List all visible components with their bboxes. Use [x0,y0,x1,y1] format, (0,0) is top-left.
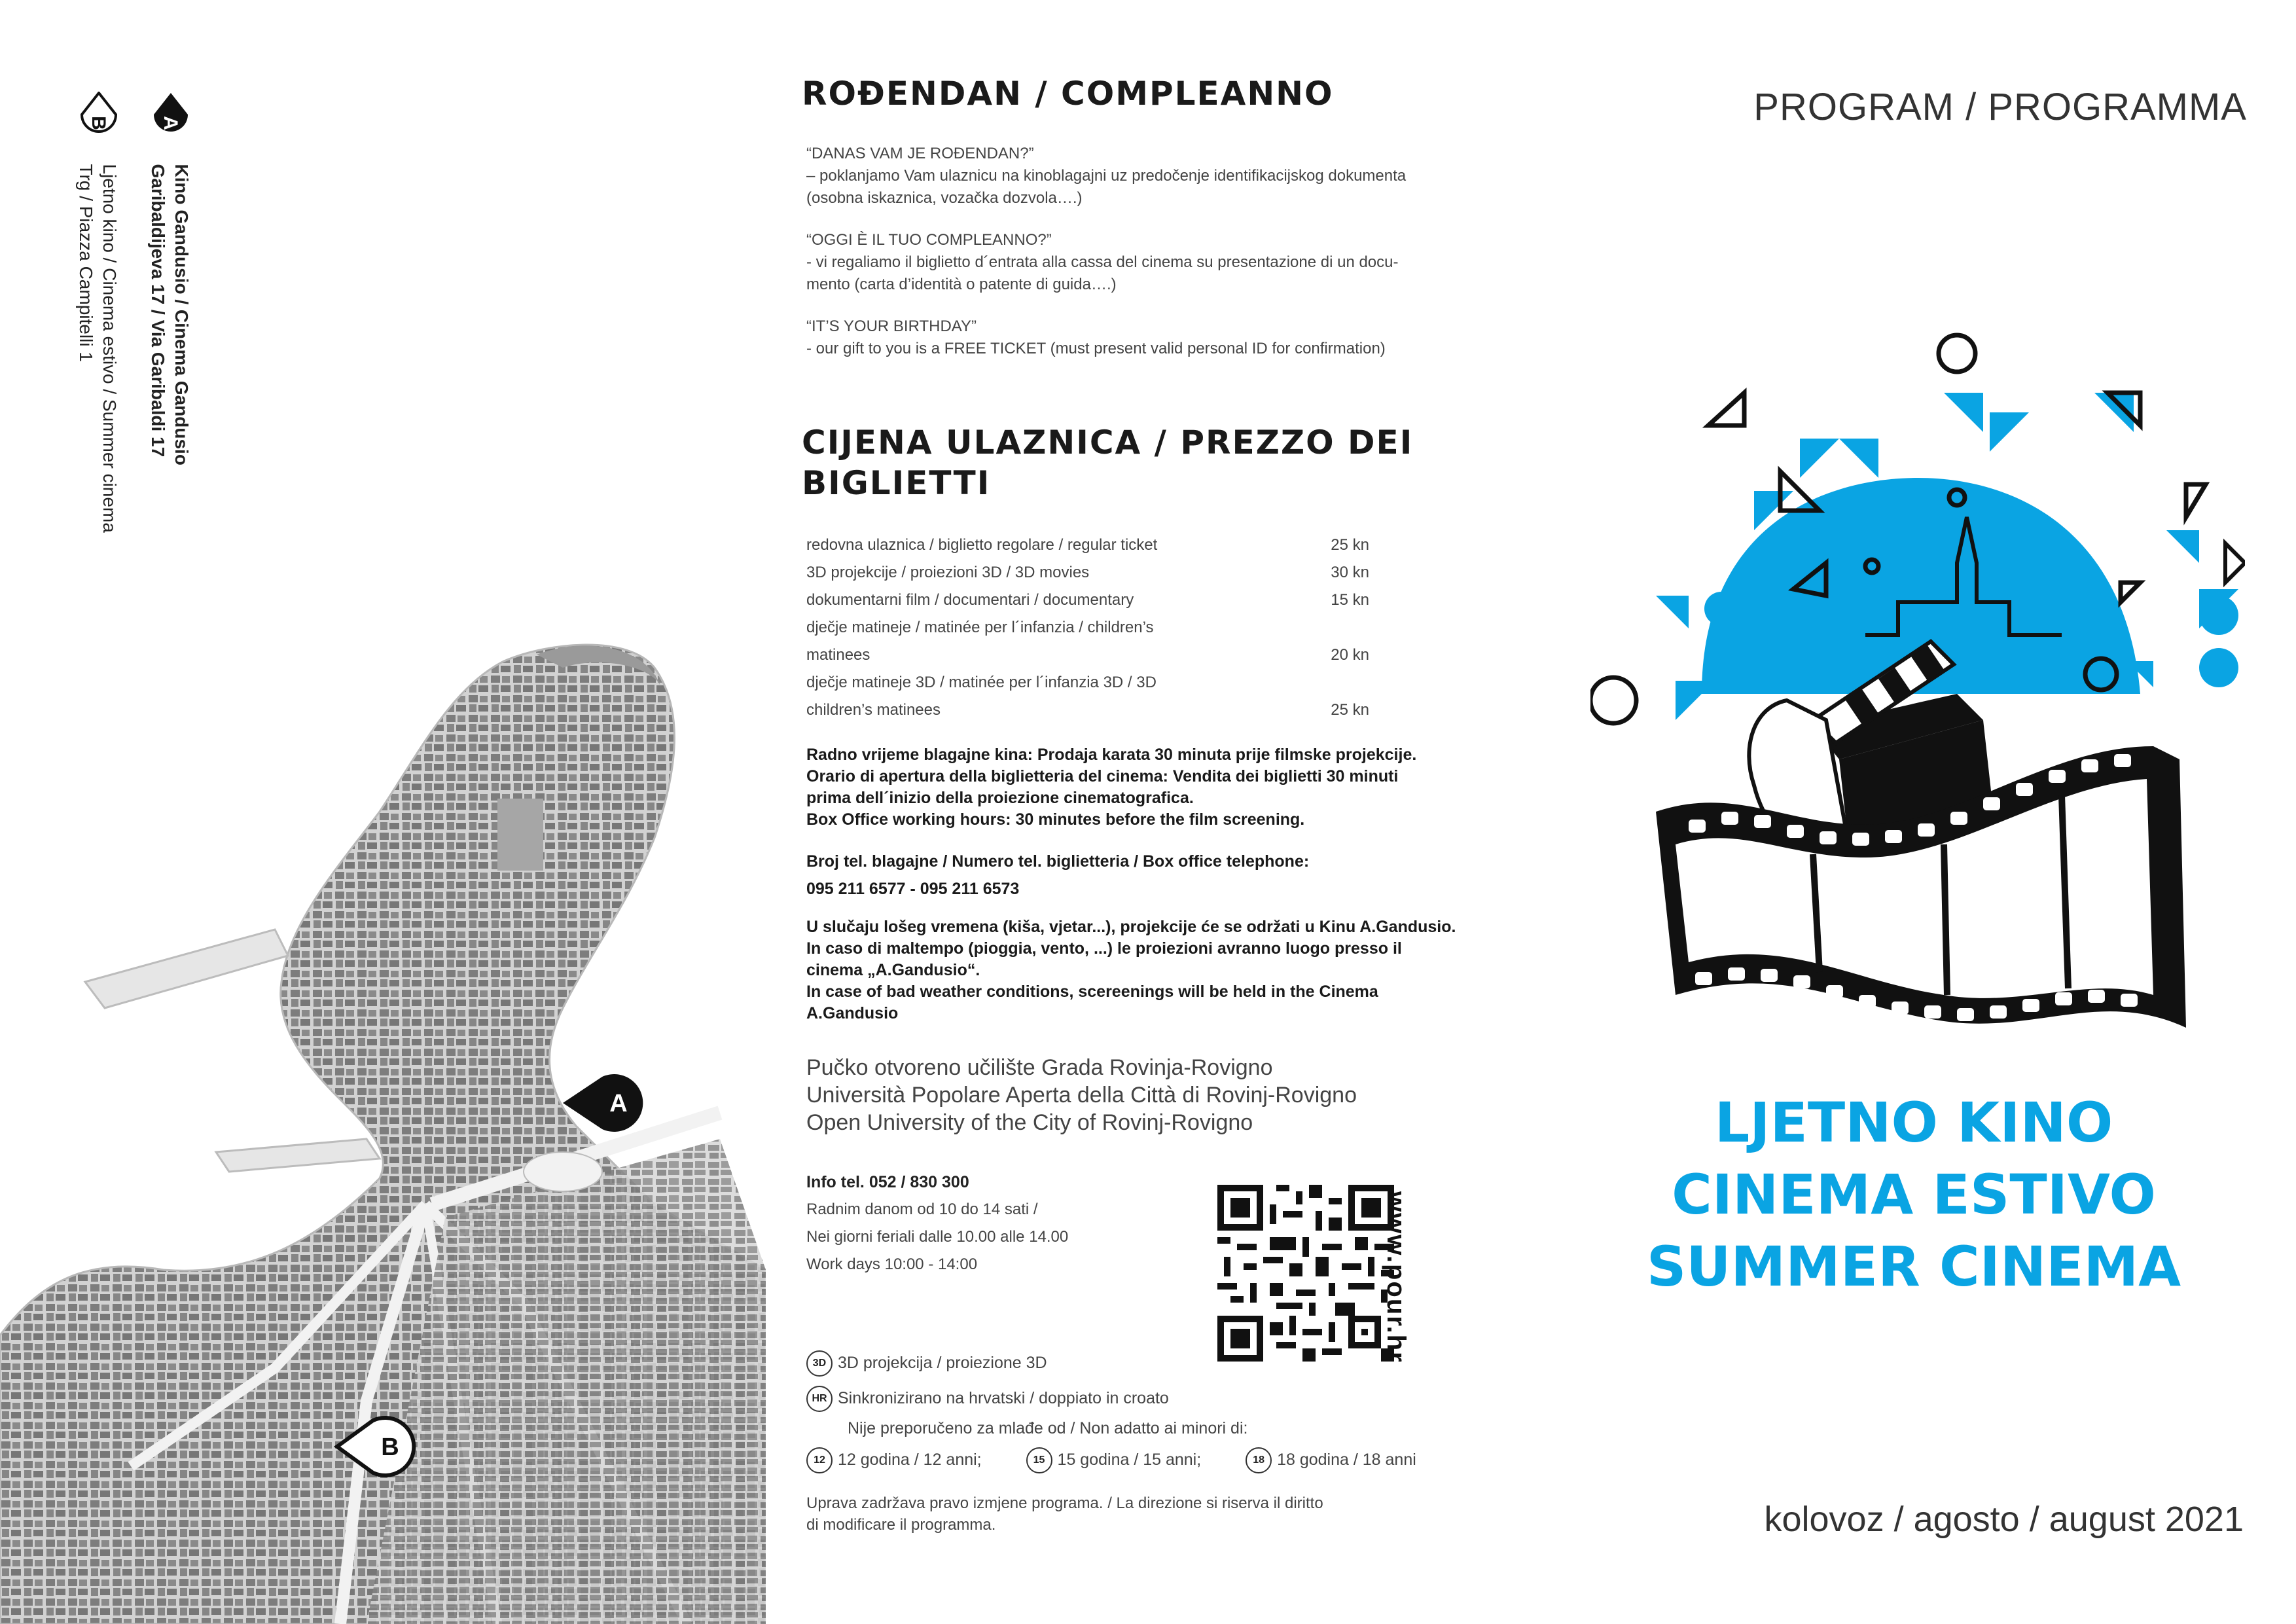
info-block [806,1168,1173,1278]
price-row [806,532,1369,559]
price-desc: dječje matineje 3D / matinée per l´infanzia 3D / 3D children’s matinees [806,674,1157,719]
location-b [74,92,121,533]
price-row [806,614,1369,669]
age-15-badge-icon: 15 [1026,1447,1052,1473]
prices-heading [802,422,1413,503]
town-map [0,615,766,1624]
3d-badge-icon: 3D [806,1350,833,1377]
birthday-it-question: “OGGI È IL TUO COMPLEANNO?” [806,231,1052,249]
price-amount: 15 kn [1331,591,1369,609]
birthday-hr-question: “DANAS VAM JE ROĐENDAN?” [806,145,1034,162]
program-change-notice: Uprava zadržava pravo izmjene programa. / La direzione si riserva il diritto di modificare il programma. [806,1494,1323,1534]
birthday-it-line1: - vi regaliamo il biglietto d´entrata alla cassa del cinema su presentazione di un docu- [806,253,1399,271]
info-hours-hr: Radnim danom od 10 do 14 sati / [806,1200,1038,1218]
map-pin-a-letter: A [609,1090,628,1117]
location-b-name: Ljetno kino / Cinema estivo / Summer cinema [99,164,120,533]
legend-3d [806,1348,1047,1377]
info-phone: Info tel. 052 / 830 300 [806,1173,969,1191]
title-italian: CINEMA ESTIVO [1672,1163,2156,1227]
price-desc: dječje matineje / matinée per l´infanzia / children’s matinees [806,619,1154,664]
box-office-phone-number: 095 211 6577 - 095 211 6573 [806,880,1020,898]
legend-hr-text: Sinkronizirano na hrvatski / doppiato in croato [838,1389,1169,1407]
location-a-pin-letter: A [160,116,182,130]
legend-age-15: 15 godina / 15 anni; [1057,1451,1202,1469]
price-amount: 20 kn [1331,646,1369,664]
middle-panel [766,0,1532,1624]
location-b-address: Trg / Piazza Campitelli 1 [76,164,96,362]
location-a [146,92,193,465]
price-desc: 3D projekcije / proiezioni 3D / 3D movies [806,564,1090,581]
location-a-address: Garibaldijeva 17 / Via Garibaldi 17 [148,164,168,458]
legend-age-title: Nije preporučeno za mlađe od / Non adatto ai minori di: [848,1419,1248,1437]
price-table [806,532,1369,724]
location-b-pin-icon [77,92,119,144]
price-desc: redovna ulaznica / biglietto regolare / regular ticket [806,536,1158,554]
program-date: kolovoz / agosto / august 2021 [1764,1500,2244,1539]
location-b-pin-letter: B [88,116,110,130]
location-a-pin-icon [149,92,191,144]
birthday-en-line1: - our gift to you is a FREE TICKET (must present valid personal ID for confirmation) [806,340,1386,357]
cover-panel [1532,0,2296,1624]
box-office-phone-label: Broj tel. blagajne / Numero tel. biglietteria / Box office telephone: [806,852,1310,871]
info-hours-it: Nei giorni feriali dalle 10.00 alle 14.00 [806,1228,1069,1246]
title-croatian: LJETNO KINO [1714,1091,2113,1155]
location-a-name: Kino Gandusio / Cinema Gandusio [171,164,192,465]
birthday-hr-line1: – poklanjamo Vam ulaznicu na kinoblagajni uz predočenje identifikacijskog dokumenta [806,167,1407,185]
qr-code[interactable] [1217,1185,1394,1362]
price-amount: 30 kn [1331,564,1369,581]
prices-heading-line1: CIJENA ULAZNICA / PREZZO DEI [802,424,1414,461]
birthday-hr-line2: (osobna iskaznica, vozačka dozvola….) [806,189,1083,207]
birthday-en-question: “IT’S YOUR BIRTHDAY” [806,317,977,335]
legend-age-12: 12 godina / 12 anni; [838,1451,982,1469]
legend-hr [806,1384,1169,1413]
price-row [806,559,1369,586]
price-amount: 25 kn [1331,536,1369,554]
box-office-phone [806,848,1494,903]
box-office-hours: Radno vrijeme blagajne kina: Prodaja karata 30 minuta prije filmske projekcije. Orario di apertura della biglietteria del cinema: Vendita dei biglietti 30 minuti prima dell´inizio della proiezione cinematografica. Box Office working hours: 30 minutes before the film screening. [806,746,1417,829]
summer-cinema-logo [1590,327,2245,1067]
price-amount: 25 kn [1331,701,1369,719]
info-hours-en: Work days 10:00 - 14:00 [806,1255,978,1273]
age-18-badge-icon: 18 [1246,1447,1272,1473]
price-row [806,669,1369,724]
legend-age [806,1445,1416,1474]
age-12-badge-icon: 12 [806,1447,833,1473]
birthday-heading: ROĐENDAN / COMPLEANNO [802,75,1334,113]
institution-name: Pučko otvoreno učilište Grada Rovinja-Rovigno Università Popolare Aperta della Città di Rovinj-Rovigno Open University of the City of Rovinj-Rovigno [806,1055,1357,1135]
price-desc: dokumentarni film / documentari / documentary [806,591,1134,609]
legend-3d-text: 3D projekcija / proiezione 3D [838,1354,1047,1372]
birthday-it-line2: mento (carta d’identità o patente di guida….) [806,276,1117,293]
birthday-text [806,143,1461,380]
prices-heading-line2: BIGLIETTI [802,464,991,502]
bad-weather-notice: U slučaju lošeg vremena (kiša, vjetar...), projekcije će se održati u Kinu A.Gandusio. In caso di maltempo (pioggia, vento, ...) le proiezioni avranno luogo presso il cinema „A.Gandusio“. In case of bad weather conditions, scereenings will be held in the Cinema A.Gandusio [806,918,1456,1022]
left-panel [0,0,766,1624]
legend-age-18: 18 godina / 18 anni [1277,1451,1416,1469]
website-link[interactable]: www.pour.hr [1382,1191,1410,1363]
price-row [806,586,1369,614]
title-english: SUMMER CINEMA [1646,1235,2181,1299]
program-label: PROGRAM / PROGRAMMA [1753,86,2247,128]
hr-badge-icon: HR [806,1386,833,1412]
map-pin-b-letter: B [381,1434,399,1461]
